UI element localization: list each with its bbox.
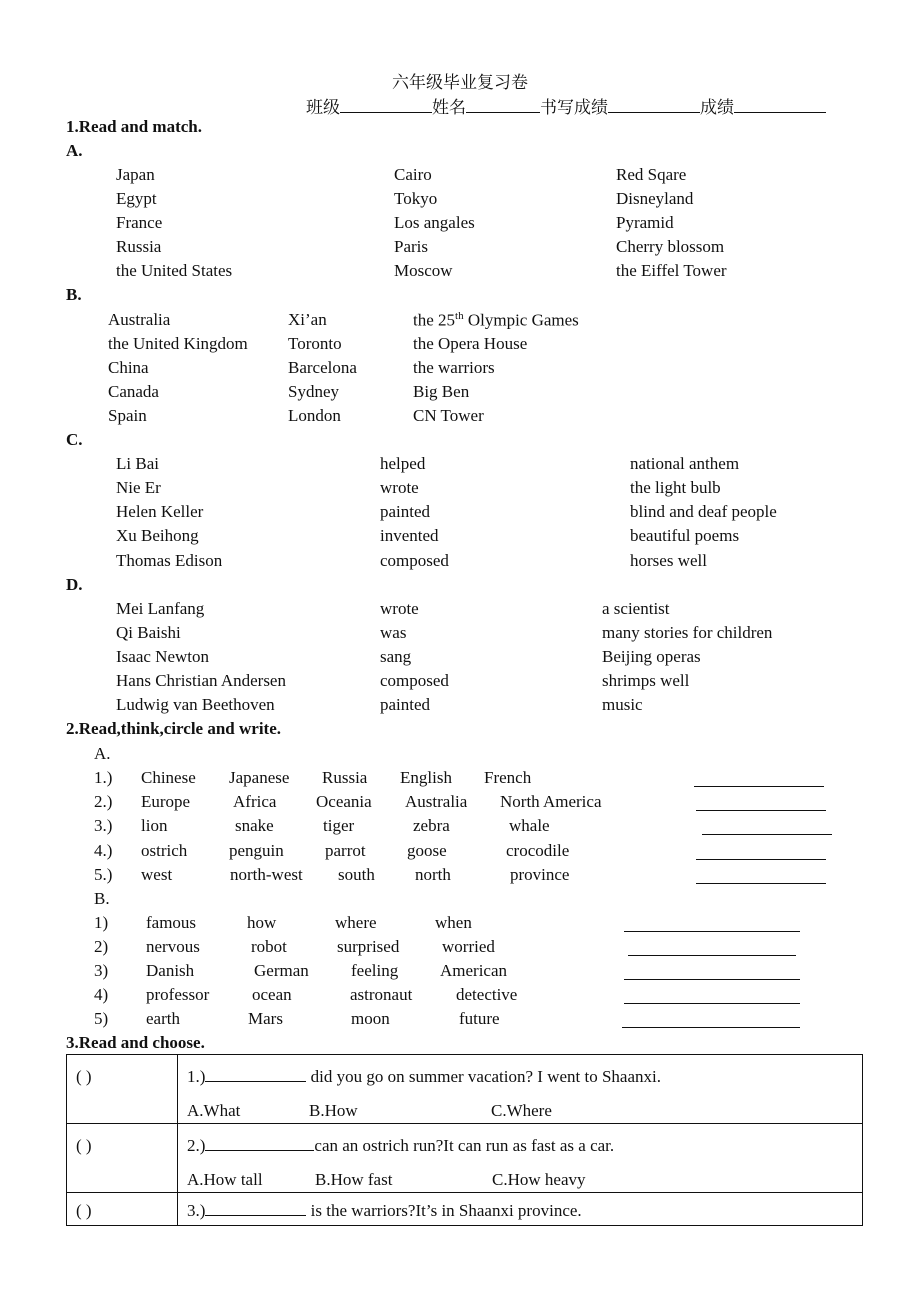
answer-blank[interactable]: [624, 931, 800, 932]
word-option[interactable]: how: [247, 913, 277, 932]
list-item: Cherry blossom: [616, 237, 725, 256]
page-title: 六年级毕业复习卷: [392, 73, 528, 93]
answer-blank[interactable]: [696, 810, 826, 811]
question-options: [187, 1101, 552, 1121]
word-option[interactable]: Danish: [146, 961, 195, 980]
list-item: Sydney: [288, 382, 339, 401]
table-row: [67, 1055, 863, 1124]
answer-paren[interactable]: ( ): [76, 1067, 92, 1086]
section1-c-label: C.: [66, 430, 83, 449]
answer-blank[interactable]: [628, 955, 796, 956]
list-item: Ludwig van Beethoven: [116, 695, 275, 714]
list-item: national anthem: [630, 454, 740, 473]
word-option[interactable]: where: [335, 913, 377, 932]
word-option[interactable]: Oceania: [316, 792, 372, 811]
list-item: Mei Lanfang: [116, 599, 205, 618]
option-a[interactable]: A.What: [187, 1101, 241, 1120]
section1-heading: 1.Read and match.: [66, 117, 203, 136]
list-item: Helen Keller: [116, 502, 204, 521]
list-item: Paris: [394, 237, 428, 256]
list-item: Qi Baishi: [116, 623, 181, 642]
row-number: 5.): [94, 865, 113, 884]
question-blank[interactable]: [205, 1067, 306, 1082]
table-row: [67, 1124, 863, 1193]
word-option[interactable]: detective: [456, 985, 518, 1004]
list-item: Russia: [116, 237, 162, 256]
list-item: Canada: [108, 382, 159, 401]
word-option[interactable]: professor: [146, 985, 210, 1004]
section3-heading: 3.Read and choose.: [66, 1033, 205, 1052]
section1-b-label: B.: [66, 285, 82, 304]
word-option[interactable]: North America: [500, 792, 602, 811]
word-option[interactable]: nervous: [146, 937, 200, 956]
section2-b-label: B.: [94, 889, 110, 908]
list-item: the light bulb: [630, 478, 721, 497]
list-item: the United Kingdom: [108, 334, 248, 353]
list-item: Barcelona: [288, 358, 357, 377]
list-item: Thomas Edison: [116, 551, 223, 570]
section2-heading: 2.Read,think,circle and write.: [66, 719, 282, 738]
list-item: was: [380, 623, 407, 642]
list-item: painted: [380, 695, 431, 714]
list-item: invented: [380, 526, 439, 545]
word-option[interactable]: Japanese: [229, 768, 290, 787]
list-item: Big Ben: [413, 382, 470, 401]
word-option[interactable]: Europe: [141, 792, 191, 811]
word-option[interactable]: south: [338, 865, 375, 884]
writing-score-label: 书写成绩: [540, 98, 608, 118]
word-option[interactable]: parrot: [325, 841, 366, 860]
list-item: Japan: [116, 165, 155, 184]
word-option[interactable]: American: [440, 961, 508, 980]
question-text: 2.) can an ostrich run?It can run as fast as a car.: [187, 1136, 615, 1155]
list-item: Egypt: [116, 189, 157, 208]
answer-blank[interactable]: [622, 1027, 800, 1028]
question-blank[interactable]: [205, 1136, 314, 1151]
list-item: Los angales: [394, 213, 475, 232]
list-item: Hans Christian Andersen: [116, 671, 286, 690]
list-item: horses well: [630, 551, 707, 570]
list-item: Red Sqare: [616, 165, 687, 184]
option-c[interactable]: C.How heavy: [492, 1170, 586, 1189]
list-item: a scientist: [602, 599, 670, 618]
list-item: Toronto: [288, 334, 342, 353]
word-option[interactable]: snake: [235, 816, 274, 835]
section1-d-label: D.: [66, 575, 83, 594]
word-option[interactable]: west: [141, 865, 173, 884]
question-text: 3.) is the warriors?It’s in Shaanxi province.: [187, 1201, 582, 1220]
question-cell: [178, 1193, 863, 1226]
list-item: the United States: [116, 261, 233, 280]
word-option[interactable]: worried: [442, 937, 495, 956]
word-option[interactable]: English: [400, 768, 452, 787]
name-label: 姓名: [432, 98, 466, 118]
question-blank[interactable]: [205, 1201, 306, 1216]
row-number: 2): [94, 937, 109, 956]
answer-paren[interactable]: ( ): [76, 1201, 92, 1220]
question-cell: [178, 1055, 863, 1124]
option-c[interactable]: C.Where: [491, 1101, 552, 1120]
list-item: composed: [380, 671, 449, 690]
list-item: many stories for children: [602, 623, 773, 642]
word-option[interactable]: when: [435, 913, 472, 932]
list-item: Beijing operas: [602, 647, 701, 666]
answer-paren-cell[interactable]: [67, 1124, 178, 1193]
word-option[interactable]: north: [415, 865, 451, 884]
list-item: London: [288, 406, 341, 425]
word-option[interactable]: German: [254, 961, 309, 980]
name-field[interactable]: [466, 95, 540, 113]
table-row: [67, 1193, 863, 1226]
question-cell: [178, 1124, 863, 1193]
word-option[interactable]: French: [484, 768, 532, 787]
list-item: the Opera House: [413, 334, 528, 353]
row-number: 4): [94, 985, 109, 1004]
list-item: music: [602, 695, 643, 714]
row-number: 3.): [94, 816, 113, 835]
question-options: [187, 1170, 585, 1190]
list-item: shrimps well: [602, 671, 690, 690]
section2-a-label: A.: [94, 744, 111, 763]
word-option[interactable]: robot: [251, 937, 287, 956]
list-item: the Eiffel Tower: [616, 261, 727, 280]
list-item: blind and deaf people: [630, 502, 777, 521]
list-item: China: [108, 358, 149, 377]
row-number: 4.): [94, 841, 113, 860]
answer-blank[interactable]: [702, 834, 832, 835]
row-number: 2.): [94, 792, 113, 811]
list-item: Pyramid: [616, 213, 674, 232]
word-option[interactable]: astronaut: [350, 985, 413, 1004]
option-b[interactable]: B.How: [309, 1101, 358, 1120]
word-option[interactable]: ostrich: [141, 841, 188, 860]
word-option[interactable]: earth: [146, 1009, 180, 1028]
answer-blank[interactable]: [624, 979, 800, 980]
class-label: 班级: [306, 98, 340, 118]
list-item: Isaac Newton: [116, 647, 209, 666]
word-option[interactable]: zebra: [413, 816, 450, 835]
row-number: 3): [94, 961, 109, 980]
list-item: Xu Beihong: [116, 526, 199, 545]
word-option[interactable]: province: [510, 865, 570, 884]
answer-blank[interactable]: [694, 786, 824, 787]
word-option[interactable]: Australia: [405, 792, 468, 811]
list-item: Tokyo: [394, 189, 438, 208]
list-item: Li Bai: [116, 454, 159, 473]
word-option[interactable]: Africa: [233, 792, 277, 811]
list-item: helped: [380, 454, 426, 473]
list-item: painted: [380, 502, 431, 521]
word-option[interactable]: goose: [407, 841, 447, 860]
list-item: wrote: [380, 599, 419, 618]
list-item: Disneyland: [616, 189, 694, 208]
answer-blank[interactable]: [624, 1003, 800, 1004]
list-item: Xi’an: [288, 310, 327, 329]
word-option[interactable]: Mars: [248, 1009, 283, 1028]
word-option[interactable]: surprised: [337, 937, 400, 956]
score-field[interactable]: [734, 95, 826, 113]
row-number: 1): [94, 913, 109, 932]
list-item: Australia: [108, 310, 171, 329]
answer-paren-cell[interactable]: [67, 1193, 178, 1226]
list-item: France: [116, 213, 163, 232]
answer-paren[interactable]: ( ): [76, 1136, 92, 1155]
word-option[interactable]: famous: [146, 913, 197, 932]
answer-blank[interactable]: [696, 859, 826, 860]
answer-paren-cell[interactable]: [67, 1055, 178, 1124]
list-item: Nie Er: [116, 478, 161, 497]
student-info-header: [306, 93, 826, 118]
question-text: 1.) did you go on summer vacation? I went to Shaanxi.: [187, 1067, 661, 1086]
answer-blank[interactable]: [696, 883, 826, 884]
question-table: [66, 1054, 863, 1226]
word-option[interactable]: crocodile: [506, 841, 570, 860]
word-option[interactable]: feeling: [351, 961, 399, 980]
word-option[interactable]: north-west: [230, 865, 303, 884]
word-option[interactable]: Russia: [322, 768, 368, 787]
list-item: composed: [380, 551, 449, 570]
list-item: beautiful poems: [630, 526, 740, 545]
list-item: wrote: [380, 478, 419, 497]
list-item: Moscow: [394, 261, 453, 280]
row-number: 1.): [94, 768, 113, 787]
option-a[interactable]: A.How tall: [187, 1170, 263, 1189]
row-number: 5): [94, 1009, 109, 1028]
word-option[interactable]: tiger: [323, 816, 355, 835]
word-option[interactable]: moon: [351, 1009, 390, 1028]
class-field[interactable]: [340, 95, 432, 113]
list-item: Spain: [108, 406, 147, 425]
word-option[interactable]: ocean: [252, 985, 292, 1004]
word-option[interactable]: future: [459, 1009, 500, 1028]
word-option[interactable]: penguin: [229, 841, 284, 860]
word-option[interactable]: lion: [141, 816, 168, 835]
score-label: 成绩: [700, 98, 734, 118]
list-item: sang: [380, 647, 412, 666]
word-option[interactable]: whale: [509, 816, 550, 835]
list-item: CN Tower: [413, 406, 484, 425]
option-b[interactable]: B.How fast: [315, 1170, 393, 1189]
word-option[interactable]: Chinese: [141, 768, 196, 787]
section1-a-label: A.: [66, 141, 83, 160]
list-item: Cairo: [394, 165, 432, 184]
list-item: the warriors: [413, 358, 495, 377]
list-item: the 25th Olympic Games: [413, 310, 579, 330]
writing-score-field[interactable]: [608, 95, 700, 113]
